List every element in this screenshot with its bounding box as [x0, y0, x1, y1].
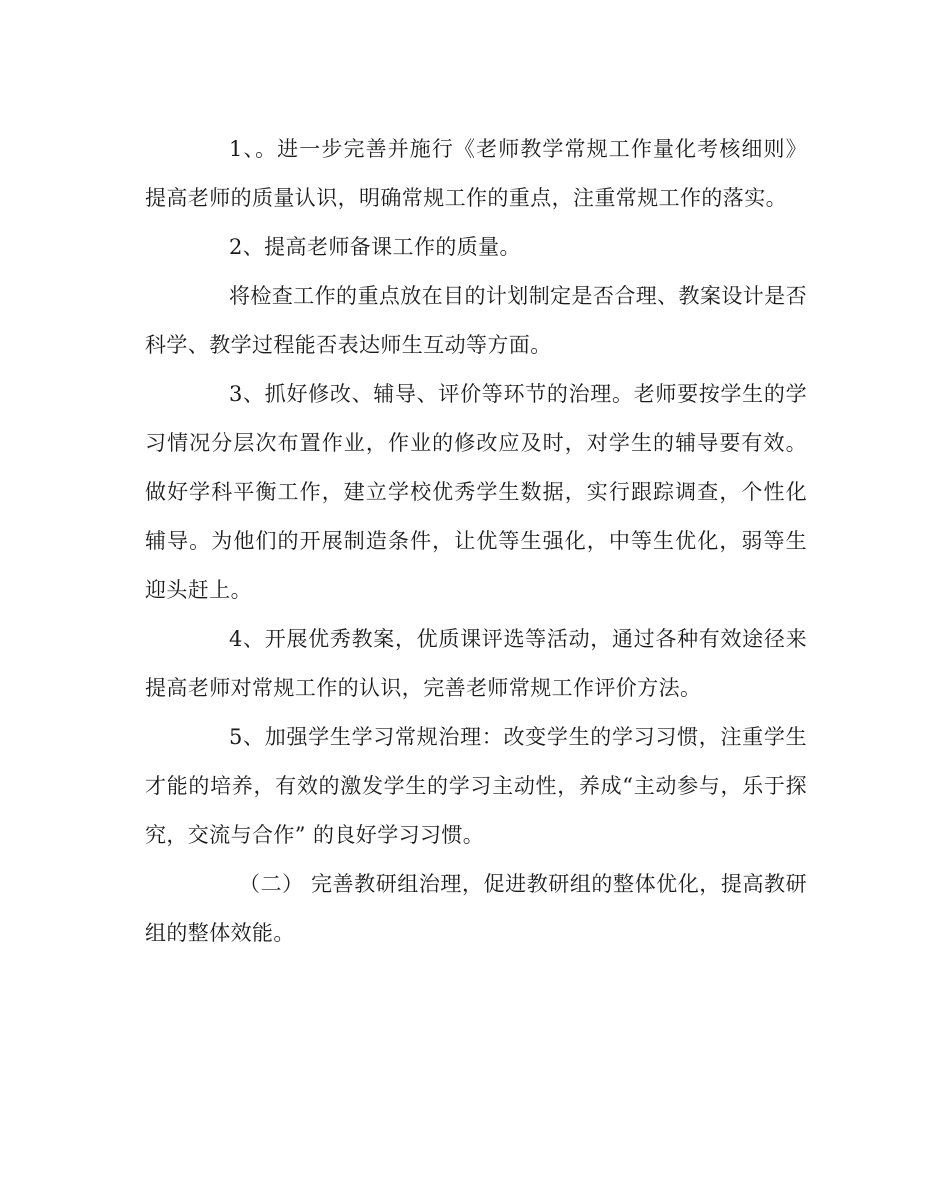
paragraph-item-1: 1、。进一步完善并施行《老师教学常规工作量化考核细则》提高老师的质量认识，明确常规工作的重点，注重常规工作的落实。 — [145, 137, 807, 210]
paragraph-item-2: 2、提高老师备课工作的质量。 — [229, 235, 521, 259]
paragraph-item-6: 5、加强学生学习常规治理：改变学生的学习习惯，注重学生才能的培养，有效的激发学生的学习主动性，养成“主动参与，乐于探究，交流与合作” 的良好学习习惯。 — [145, 725, 807, 847]
paragraph-item-5: 4、开展优秀教案，优质课评选等活动，通过各种有效途径来提高老师对常规工作的认识，完善老师常规工作评价方法。 — [145, 627, 807, 700]
document-body — [145, 125, 807, 958]
paragraph-item-3: 将检查工作的重点放在目的计划制定是否合理、教案设计是否科学、教学过程能否表达师生互动等方面。 — [145, 284, 807, 357]
paragraph-item-4: 3、抓好修改、辅导、评价等环节的治理。老师要按学生的学习情况分层次布置作业，作业的修改应及时，对学生的辅导要有效。做好学科平衡工作，建立学校优秀学生数据，实行跟踪调查，个性化辅导。为他们的开展制造条件，让优等生强化，中等生优化，弱等生迎头赶上。 — [145, 382, 807, 602]
section-heading-2: （二） 完善教研组治理，促进教研组的整体优化，提高教研组的整体效能。 — [145, 872, 807, 945]
